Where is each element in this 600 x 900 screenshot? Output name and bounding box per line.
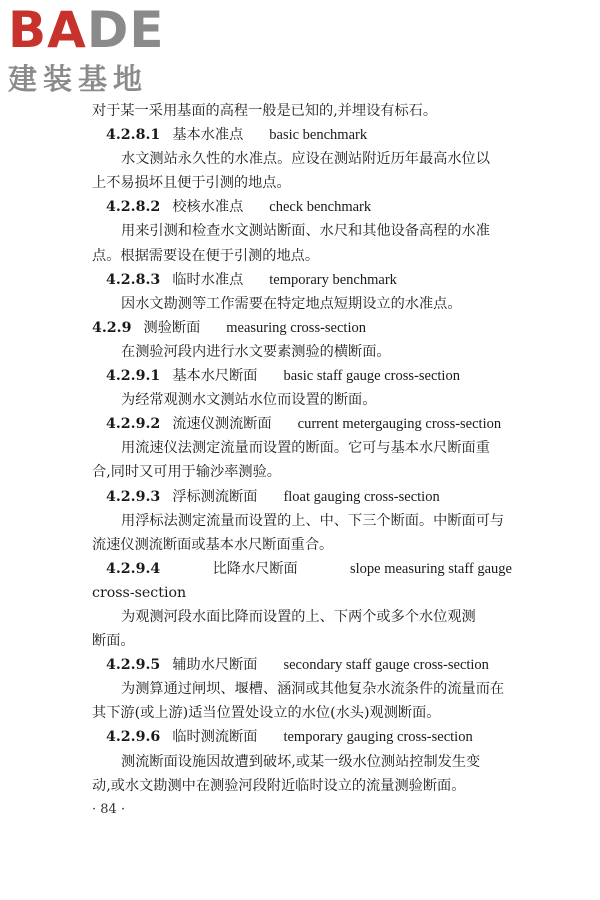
page-number: · 84 · <box>92 802 126 817</box>
logo-subtitle: 建装基地 <box>8 62 149 96</box>
term-chinese: 流速仪测流断面 <box>172 416 272 433</box>
term-english: secondary staff gauge cross-section <box>283 657 489 674</box>
text-line: 动,或水文勘测中在测验河段附近临时设立的流量测验断面。 <box>92 777 466 794</box>
term-chinese: 比降水尺断面 <box>212 560 298 577</box>
text-line: 在测验河段内进行水文要素测验的横断面。 <box>121 343 391 360</box>
term-heading <box>92 195 512 219</box>
term-chinese: 校核水准点 <box>172 199 244 216</box>
text-line: 水文测站永久性的水准点。应设在测站附近历年最高水位以 <box>121 151 490 168</box>
term-number: 4.2.9.5 <box>106 657 161 674</box>
term-chinese: 辅助水尺断面 <box>172 657 258 674</box>
text-line: 其下游(或上游)适当位置处设立的水位(水头)观测断面。 <box>92 705 441 722</box>
term-heading <box>92 364 512 388</box>
term-heading <box>92 557 512 581</box>
logo-wordmark <box>8 2 164 58</box>
term-number: 4.2.9.3 <box>106 488 161 505</box>
bade-logo <box>8 1 178 98</box>
term-chinese: 基本水尺断面 <box>172 368 258 385</box>
term-english: check benchmark <box>269 199 372 216</box>
term-chinese: 浮标测流断面 <box>172 488 258 505</box>
term-english: temporary benchmark <box>269 271 397 288</box>
term-heading <box>92 268 512 292</box>
term-number: 4.2.9.1 <box>106 368 161 385</box>
term-chinese: 基本水准点 <box>172 127 244 144</box>
term-number: 4.2.9.4 <box>106 560 161 577</box>
text-line: 因水文勘测等工作需要在特定地点短期设立的水准点。 <box>121 295 462 312</box>
term-heading <box>92 485 512 509</box>
text-line: 用流速仪法测定流量而设置的断面。它可与基本水尺断面重 <box>121 440 490 457</box>
term-english: basic benchmark <box>269 127 368 144</box>
text-line: 点。根据需要设在便于引测的地点。 <box>92 247 320 264</box>
text-line: 上不易损坏且便于引测的地点。 <box>92 175 291 192</box>
term-number: 4.2.8.2 <box>106 199 161 216</box>
text-line: 为经常观测水文测站水位而设置的断面。 <box>121 392 377 409</box>
logo-wordmark-gray: DE <box>86 1 165 59</box>
text-line: 为测算通过闸坝、堰槽、涵洞或其他复杂水流条件的流量而在 <box>121 681 505 698</box>
term-english: basic staff gauge cross-section <box>283 368 460 385</box>
text-line: cross-section <box>92 584 187 601</box>
term-heading <box>92 123 512 147</box>
term-chinese: 临时测流断面 <box>172 729 258 746</box>
text-line: 合,同时又可用于输沙率测验。 <box>92 464 281 481</box>
text-line: 用浮标法测定流量而设置的上、中、下三个断面。中断面可与 <box>121 512 505 529</box>
term-english: float gauging cross-section <box>283 488 440 505</box>
term-number: 4.2.9 <box>92 319 132 336</box>
term-heading <box>92 412 512 436</box>
term-number: 4.2.9.6 <box>106 729 161 746</box>
term-english: current metergauging cross-section <box>297 416 502 433</box>
logo-wordmark-red: BA <box>8 1 87 59</box>
term-chinese: 临时水准点 <box>172 271 244 288</box>
term-number: 4.2.8.1 <box>106 127 161 144</box>
text-line: 用来引测和检查水文测站断面、水尺和其他设备高程的水准 <box>121 223 490 240</box>
term-heading <box>92 725 512 749</box>
term-number: 4.2.9.2 <box>106 416 161 433</box>
text-line: 为观测河段水面比降而设置的上、下两个或多个水位观测 <box>121 608 476 625</box>
term-english: measuring cross-section <box>226 319 366 336</box>
text-line: 断面。 <box>92 633 135 650</box>
term-english: temporary gauging cross-section <box>283 729 473 746</box>
text-line: 测流断面设施因故遭到破坏,或某一级水位测站控制发生变 <box>121 753 481 770</box>
text-line: 流速仪测流断面或基本水尺断面重合。 <box>92 536 334 553</box>
term-english: slope measuring staff gauge <box>349 560 512 577</box>
term-number: 4.2.8.3 <box>106 271 161 288</box>
document-body <box>92 99 512 798</box>
term-chinese: 测验断面 <box>143 319 201 336</box>
term-heading <box>92 653 512 677</box>
term-heading <box>92 316 512 340</box>
text-line: 对于某一采用基面的高程一般是已知的,并埋设有标石。 <box>92 103 438 119</box>
